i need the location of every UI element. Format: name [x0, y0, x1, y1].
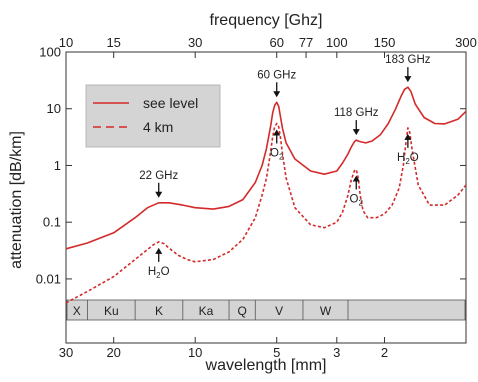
y-tick-label: 0.1 — [42, 214, 61, 230]
y-tick-label: 0.01 — [35, 271, 61, 287]
annotation-label: 60 GHz — [257, 69, 297, 82]
annotation-label: 118 GHz — [333, 107, 379, 120]
band-label-ku: Ku — [103, 304, 119, 318]
molecule-label: $H_2O$ — [147, 265, 170, 280]
bottom-tick-label: 10 — [187, 345, 203, 360]
annotation-label: 22 GHz — [139, 169, 179, 182]
annotation-label: 183 GHz — [385, 54, 431, 67]
band-label-k: K — [154, 304, 163, 318]
legend-label-4-km: 4 km — [143, 119, 174, 135]
y-tick-label: 1 — [53, 157, 61, 173]
bottom-axis-title: wavelength [mm] — [205, 357, 327, 374]
band-label-x: X — [72, 304, 81, 318]
band-strip-background — [67, 300, 465, 320]
top-tick-label: 30 — [187, 35, 203, 50]
band-label-q: Q — [237, 304, 247, 318]
bottom-tick-label: 3 — [333, 345, 341, 360]
top-tick-label: 100 — [325, 35, 348, 50]
y-tick-label: 100 — [39, 44, 61, 60]
band-label-v: V — [275, 304, 284, 318]
y-tick-label: 10 — [46, 101, 61, 117]
frequency-band-strip — [67, 300, 465, 320]
bottom-tick-label: 2 — [380, 345, 389, 360]
top-tick-label: 77 — [298, 35, 314, 50]
top-axis-title: frequency [Ghz] — [209, 12, 323, 29]
legend-label-see-level: see level — [143, 95, 199, 111]
annotation-arrowhead — [155, 192, 162, 198]
molecule-label: $O_2$ — [349, 193, 363, 208]
bottom-tick-label: 5 — [273, 345, 281, 360]
band-label-w: W — [319, 304, 332, 318]
molecule-label: $O_2$ — [270, 147, 284, 162]
top-tick-label: 300 — [455, 35, 477, 50]
bottom-tick-label: 30 — [58, 345, 74, 360]
annotation-arrowhead — [353, 129, 360, 135]
annotation-arrowhead — [404, 76, 411, 82]
legend — [86, 85, 220, 147]
top-tick-label: 15 — [106, 35, 121, 50]
top-tick-label: 60 — [269, 35, 284, 50]
top-tick-label: 150 — [373, 35, 396, 50]
top-tick-label: 10 — [58, 35, 74, 50]
molecule-label: $H_2O$ — [397, 151, 419, 166]
band-label-ka: Ka — [198, 304, 214, 318]
annotation-arrowhead — [353, 175, 360, 181]
annotation-arrowhead — [155, 248, 162, 254]
y-axis-title: attenuation [dB/km] — [8, 131, 25, 269]
bottom-tick-label: 20 — [106, 345, 121, 360]
annotation-arrowhead — [273, 91, 280, 97]
